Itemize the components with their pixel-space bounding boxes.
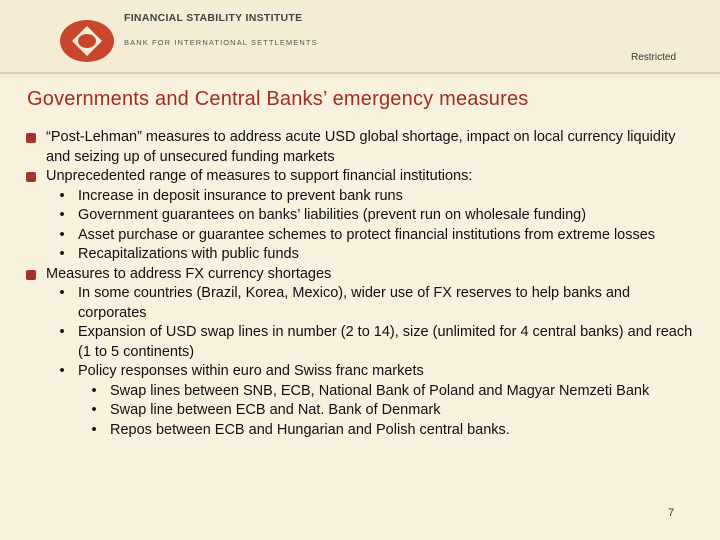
dot-bullet-icon: • [59, 363, 65, 379]
bullet-text: Expansion of USD swap lines in number (2 to 14), size (unlimited for 4 central banks) and reach (1 to 5 continents) [78, 324, 693, 360]
slide-header [0, 0, 720, 78]
dot-bullet-icon: • [91, 421, 97, 438]
dot-bullet-icon: • [91, 402, 97, 418]
bullet-text: Asset purchase or guarantee schemes to protect financial institutions from extreme losses [78, 226, 656, 243]
bullet-item-level2 [24, 245, 696, 265]
header-divider [0, 72, 720, 74]
bullet-item-level2 [24, 187, 696, 207]
bullet-item-level2 [24, 284, 696, 323]
bullet-text: “Post-Lehman” measures to address acute USD global shortage, impact on local currency liquidity and seizing up of unsecured funding markets [46, 129, 676, 165]
slide-title: Governments and Central Banks’ emergency measures [27, 88, 529, 110]
bullet-text: Swap lines between SNB, ECB, National Bank of Poland and Magyar Nemzeti Bank [110, 382, 650, 399]
dot-bullet-icon: • [59, 226, 65, 243]
bullet-list [24, 128, 696, 440]
page-number: 7 [668, 507, 675, 519]
bullet-text: Government guarantees on banks’ liabilities (prevent run on wholesale funding) [78, 207, 587, 223]
square-bullet-icon [26, 270, 36, 280]
dot-bullet-icon: • [59, 246, 65, 262]
bullet-item-level3 [24, 382, 696, 402]
dot-bullet-icon: • [59, 324, 65, 340]
dot-bullet-icon: • [59, 285, 65, 301]
bullet-text: In some countries (Brazil, Korea, Mexico), wider use of FX reserves to help banks and corporates [78, 285, 631, 321]
bullet-item-level2 [24, 362, 696, 382]
bullet-text: Increase in deposit insurance to prevent bank runs [78, 187, 403, 204]
bullet-text: Recapitalizations with public funds [78, 246, 299, 262]
bis-logo-icon [58, 18, 116, 64]
bullet-item-level2 [24, 323, 696, 362]
classification-label: Restricted [630, 52, 676, 63]
bullet-item-level1 [24, 265, 696, 285]
bullet-item-level2 [24, 226, 696, 246]
bullet-item-level1 [24, 167, 696, 187]
square-bullet-icon [26, 172, 36, 182]
dot-bullet-icon: • [91, 382, 97, 399]
dot-bullet-icon: • [59, 207, 65, 223]
bullet-item-level3 [24, 421, 696, 441]
org-name-line1: FINANCIAL STABILITY INSTITUTE [124, 12, 303, 24]
dot-bullet-icon: • [59, 187, 65, 204]
bullet-item-level3 [24, 401, 696, 421]
bullet-text: Policy responses within euro and Swiss franc markets [78, 363, 424, 379]
square-bullet-icon [26, 133, 36, 143]
bullet-text: Swap line between ECB and Nat. Bank of Denmark [110, 402, 441, 418]
bullet-text: Unprecedented range of measures to support financial institutions: [46, 168, 473, 184]
org-name-line2: BANK FOR INTERNATIONAL SETTLEMENTS [124, 38, 318, 47]
bullet-text: Measures to address FX currency shortages [46, 265, 332, 282]
bullet-item-level1 [24, 128, 696, 167]
bullet-item-level2 [24, 206, 696, 226]
bullet-text: Repos between ECB and Hungarian and Polish central banks. [110, 421, 510, 438]
